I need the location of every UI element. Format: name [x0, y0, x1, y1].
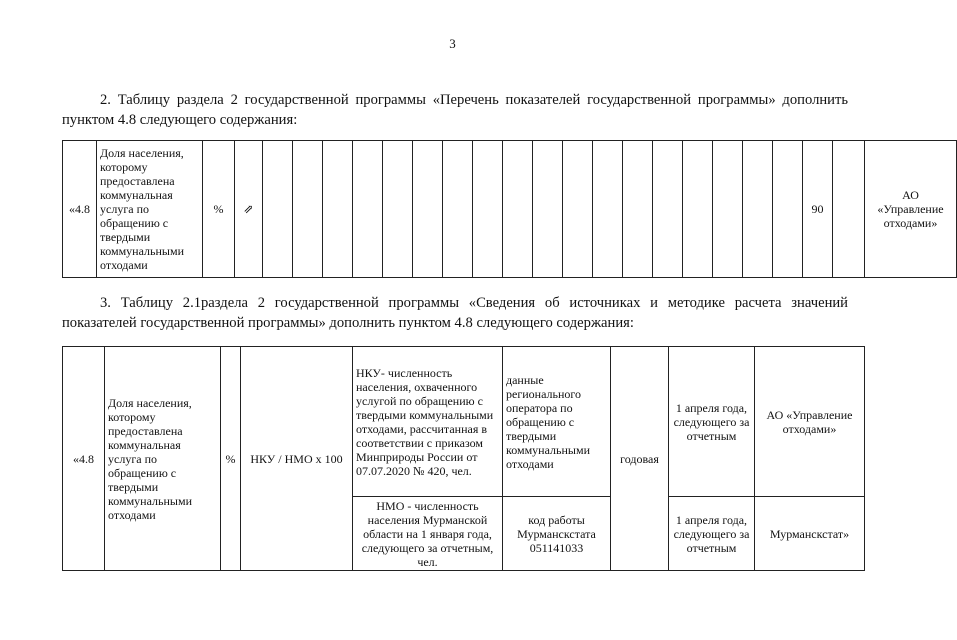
- unit: %: [203, 141, 235, 278]
- empty-cell: [473, 141, 503, 278]
- empty-cell: [503, 141, 533, 278]
- source-nmo: код работы Мурманскстата 051141033: [503, 497, 611, 571]
- periodicity: годовая: [611, 347, 669, 571]
- empty-cell: [713, 141, 743, 278]
- empty-cell: [623, 141, 653, 278]
- row-number: «4.8: [63, 141, 97, 278]
- table-row: [63, 141, 957, 278]
- table-row: [63, 347, 865, 497]
- paragraph-2: 2. Таблицу раздела 2 государственной программы «Перечень показателей государственной программы» дополнить пунктом 4.8 следующего содержания:: [62, 92, 848, 128]
- empty-cell: [263, 141, 293, 278]
- deadline-nmo: 1 апреля года, следующего за отчетным: [669, 497, 755, 571]
- page-number: 3: [449, 36, 456, 51]
- sources-table: [62, 346, 865, 571]
- definition-nku: НКУ- численность населения, охваченного услугой по обращению с твердыми коммунальными отходами, рассчитанная в соответствии с приказом Минприроды России от 07.07.2020 № 420, чел.: [353, 347, 503, 497]
- empty-cell: [683, 141, 713, 278]
- empty-cell: [773, 141, 803, 278]
- source-nku: данные регионального оператора по обращению с твердыми коммунальными отходами: [503, 347, 611, 497]
- empty-cell: [413, 141, 443, 278]
- empty-cell: [653, 141, 683, 278]
- empty-cell: [293, 141, 323, 278]
- indicator-name: Доля населения, которому предоставлена коммунальная услуга по обращению с твердыми коммунальными отходами: [105, 347, 221, 571]
- unit: %: [221, 347, 241, 571]
- empty-cell: [443, 141, 473, 278]
- definition-nmo: НМО - численность населения Мурманской области на 1 января года, следующего за отчетным, чел.: [353, 497, 503, 571]
- empty-cell: [833, 141, 865, 278]
- empty-cell: [323, 141, 353, 278]
- indicators-table: [62, 140, 957, 278]
- paragraph-3: 3. Таблицу 2.1раздела 2 государственной программы «Сведения об источниках и методике расчета значений показателей государственной программы» дополнить пунктом 4.8 следующего содержания:: [62, 295, 848, 331]
- responsible-nmo: Мурманскстат»: [755, 497, 865, 571]
- empty-cell: [593, 141, 623, 278]
- empty-cell: [533, 141, 563, 278]
- empty-cell: [743, 141, 773, 278]
- responsible-nku: АО «Управление отходами»: [755, 347, 865, 497]
- empty-cell: [383, 141, 413, 278]
- target-value: 90: [803, 141, 833, 278]
- formula: НКУ / НМО х 100: [241, 347, 353, 571]
- deadline-nku: 1 апреля года, следующего за отчетным: [669, 347, 755, 497]
- indicator-name: Доля населения, которому предоставлена коммунальная услуга по обращению с твердыми коммунальными отходами: [97, 141, 203, 278]
- empty-cell: [353, 141, 383, 278]
- row-number: «4.8: [63, 347, 105, 571]
- empty-cell: [563, 141, 593, 278]
- responsible: АО «Управление отходами»: [865, 141, 957, 278]
- trend-arrow-icon: ⇗: [235, 141, 263, 278]
